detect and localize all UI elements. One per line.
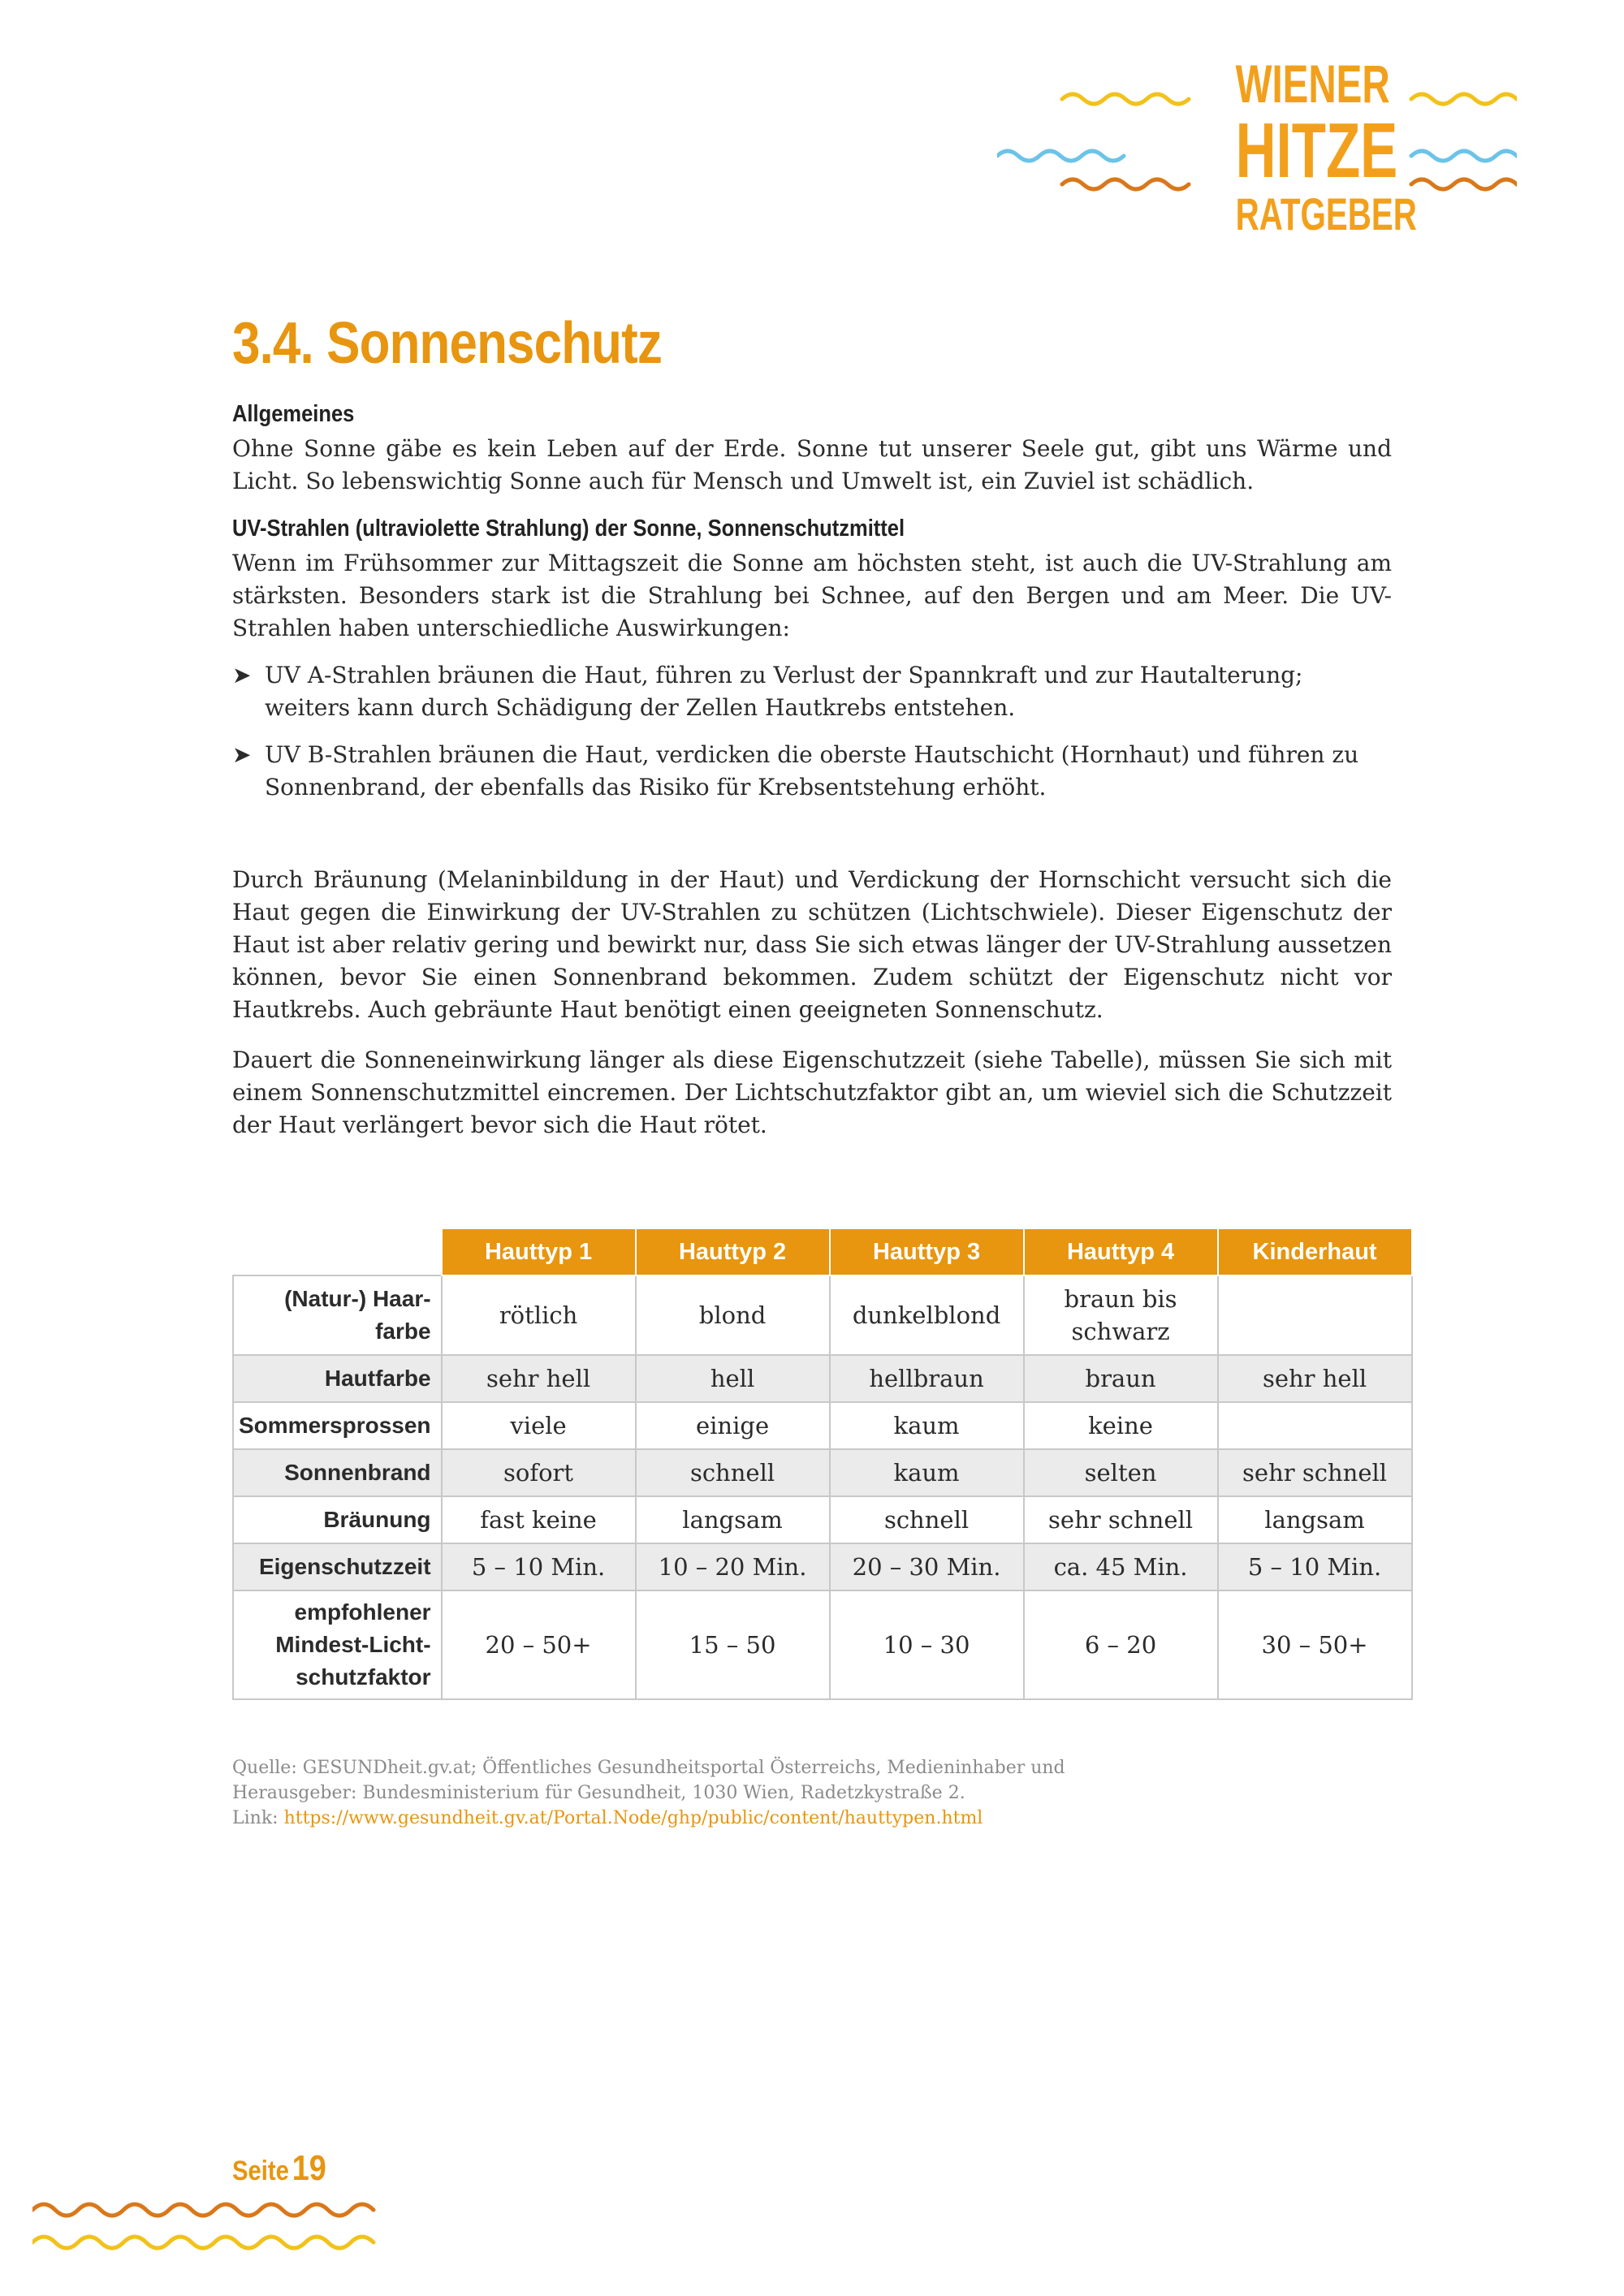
page-title: 3.4. Sonnenschutz [232,311,662,376]
table-cell: einige [636,1402,830,1449]
table-row [233,1402,1412,1449]
paragraph-eigenschutzzeit: Dauert die Sonneneinwirkung länger als diese Eigenschutzzeit (siehe Tabelle), müssen Sie sich mit einem Sonnenschutzmittel eincremen. Der Lichtschutzfaktor gibt an, um wieviel sich die Schutzzeit der Haut verlängert bevor sich die Haut rötet. [232,1047,1392,1138]
row-label: Hautfarbe [233,1355,442,1402]
column-header: Hauttyp 4 [1024,1228,1218,1275]
row-label: Eigenschutzzeit [233,1543,442,1590]
table-cell: 20 – 30 Min. [830,1543,1024,1590]
subhead-uv-strahlen: UV-Strahlen (ultraviolette Strahlung) der Sonne, Sonnenschutzmittel [232,516,905,542]
logo-line-ratgeber: RATGEBER [1235,188,1417,240]
table-row [233,1449,1412,1496]
main-text [232,401,1392,1142]
table-row [233,1543,1412,1590]
table-cell: schnell [830,1496,1024,1543]
arrow-icon: ➤ [232,662,252,688]
table-row [233,1355,1412,1402]
table-header-row [233,1228,1412,1275]
table-cell: ca. 45 Min. [1024,1543,1218,1590]
table-cell: sehr hell [442,1355,636,1402]
table-cell: 6 – 20 [1024,1590,1218,1699]
table-row [233,1275,1412,1355]
hauttyp-table [232,1228,1413,1700]
column-header: Hauttyp 3 [830,1228,1024,1275]
arrow-icon: ➤ [232,741,252,768]
paragraph-uv-strahlen: Wenn im Frühsommer zur Mittagszeit die Sonne am höchsten steht, ist auch die UV-Strahlung am stärksten. Besonders stark ist die Strahlung bei Schnee, auf den Bergen und am Meer. Die UV-Strahlen haben unterschiedliche Auswirkungen: [232,550,1392,641]
table-cell: 10 – 30 [830,1590,1024,1699]
table-row [233,1590,1412,1699]
table-cell: 5 – 10 Min. [442,1543,636,1590]
row-label: Sonnenbrand [233,1449,442,1496]
table-cell: 30 – 50+ [1218,1590,1412,1699]
table-cell: dunkelblond [830,1275,1024,1355]
table-cell: viele [442,1402,636,1449]
table-cell: sehr hell [1218,1355,1412,1402]
table-cell: blond [636,1275,830,1355]
logo-wordmark [1235,54,1417,240]
link-label: Link: [232,1808,279,1828]
list-item: ➤ UV A-Strahlen bräunen die Haut, führen zu Verlust der Spannkraft und zur Hautalterung; weiters kann durch Schädigung der Zellen Hautkrebs entstehen. [232,659,1392,724]
source-line-1: Quelle: GESUNDheit.gv.at; Öffentliches Gesundheitsportal Österreichs, Medieninhaber und [232,1758,1065,1778]
table-cell: hellbraun [830,1355,1024,1402]
table-cell: langsam [636,1496,830,1543]
paragraph-allgemeines: Ohne Sonne gäbe es kein Leben auf der Erde. Sonne tut unserer Seele gut, gibt uns Wärme und Licht. So lebenswichtig Sonne auch für Mensch und Umwelt ist, ein Zuviel ist schädlich. [232,435,1392,494]
table-cell: sofort [442,1449,636,1496]
table-cell: braun bis schwarz [1024,1275,1218,1355]
table-cell: sehr schnell [1024,1496,1218,1543]
page-number-value: 19 [292,2148,326,2188]
column-header: Kinderhaut [1218,1228,1412,1275]
table-cell: fast keine [442,1496,636,1543]
table-cell: 10 – 20 Min. [636,1543,830,1590]
bullet-list [232,659,1392,804]
column-header: Hauttyp 2 [636,1228,830,1275]
list-item: ➤ UV B-Strahlen bräunen die Haut, verdicken die oberste Hautschicht (Hornhaut) und führen zu Sonnenbrand, der ebenfalls das Risiko für Krebsentstehung erhöht. [232,739,1392,804]
table-cell: 15 – 50 [636,1590,830,1699]
logo-line-hitze: HITZE [1235,107,1398,194]
row-label: Bräunung [233,1496,442,1543]
page-number [232,2148,326,2189]
table-cell: schnell [636,1449,830,1496]
table-cell: keine [1024,1402,1218,1449]
table-cell [1218,1275,1412,1355]
table-cell: sehr schnell [1218,1449,1412,1496]
row-label: (Natur-) Haar-farbe [233,1275,442,1355]
table-cell: langsam [1218,1496,1412,1543]
row-label: Sommersprossen [233,1402,442,1449]
table-cell: rötlich [442,1275,636,1355]
footer-waves-decoration [32,2192,390,2265]
row-label: empfohlener Mindest-Licht-schutzfaktor [233,1590,442,1699]
subhead-allgemeines: Allgemeines [232,401,355,427]
table-row [233,1496,1412,1543]
table-cell: braun [1024,1355,1218,1402]
source-link[interactable]: https://www.gesundheit.gv.at/Portal.Node/ghp/public/content/hauttypen.html [283,1808,983,1828]
paragraph-braeunung: Durch Bräunung (Melaninbildung in der Haut) und Verdickung der Hornschicht versucht sich die Haut gegen die Einwirkung der UV-Strahlen zu schützen (Lichtschwiele). Dieser Eigenschutz der Haut ist aber relativ gering und bewirkt nur, dass Sie sich etwas länger der UV-Strahlung aussetzen können, bevor Sie einen Sonnenbrand bekommen. Zudem schützt der Eigenschutz nicht vor Hautkrebs. Auch gebräunte Haut benötigt einen geeigneten Sonnenschutz. [232,866,1392,1023]
source-line-2: Herausgeber: Bundesministerium für Gesundheit, 1030 Wien, Radetzkystraße 2. [232,1783,965,1803]
table-cell: hell [636,1355,830,1402]
table-cell: 5 – 10 Min. [1218,1543,1412,1590]
logo [997,54,1517,240]
page-word: Seite [232,2156,289,2186]
table-cell: kaum [830,1449,1024,1496]
logo-line-wiener: WIENER [1235,54,1390,114]
table-cell [1218,1402,1412,1449]
column-header: Hauttyp 1 [442,1228,636,1275]
table-cell: kaum [830,1402,1024,1449]
table-cell: 20 – 50+ [442,1590,636,1699]
source-note [232,1755,1369,1831]
table-cell: selten [1024,1449,1218,1496]
